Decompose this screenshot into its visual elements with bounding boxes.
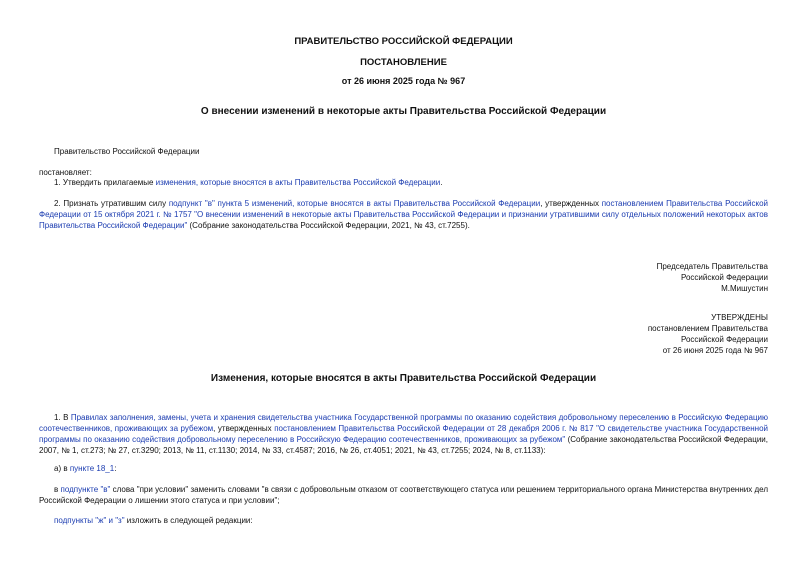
org-title: ПРАВИТЕЛЬСТВО РОССИЙСКОЙ ФЕДЕРАЦИИ	[294, 36, 513, 47]
change-subitem-c: подпункты "ж" и "з" изложить в следующей редакции:	[54, 516, 253, 525]
change-subitem-b: в подпункте "в" слова "при условии" заменить словами "в связи с добровольным отказом от соответствующего статуса или решением территориального органа Министерства внутренних дел Российской Федерации о лишении этого статуса и при условии";	[39, 485, 768, 505]
link-subpoints-zh-z[interactable]: подпункты "ж" и "з"	[54, 516, 125, 525]
link-decree-817[interactable]: постановлением Правительства Российской Федерации от 28 декабря 2006 г. № 817 "О свидетельстве участника Государственной программы по оказанию содействия добровольному переселению в Российскую Федерацию соотечественников, проживающих за рубежом"	[39, 424, 768, 444]
approval-line-3: Российской Федерации	[681, 335, 768, 344]
paragraph-1: 1. Утвердить прилагаемые изменения, которые вносятся в акты Правительства Российской Федерации.	[54, 178, 443, 187]
resolves-text: постановляет:	[39, 168, 92, 177]
approval-line-4: от 26 июня 2025 года № 967	[662, 346, 768, 355]
link-subpoint-v-2[interactable]: подпункте "в"	[60, 485, 111, 494]
signature-block	[657, 261, 768, 294]
link-changes[interactable]: изменения, которые вносятся в акты Правительства Российской Федерации	[155, 178, 441, 187]
link-point-18-1[interactable]: пункте 18_1	[69, 464, 115, 473]
signature-line-3: М.Мишустин	[721, 284, 768, 293]
signature-line-2: Российской Федерации	[681, 273, 768, 282]
link-rules[interactable]: Правилах заполнения, замены, учета и хранения свидетельства участника Государственной программы по оказанию содействия добровольному переселению в Российскую Федерацию соотечественников, проживающих за рубежом	[39, 413, 769, 433]
approval-block	[648, 312, 768, 356]
doc-date-number: от 26 июня 2025 года № 967	[341, 76, 466, 86]
changes-title: Изменения, которые вносятся в акты Правительства Российской Федерации	[210, 373, 597, 384]
approval-line-1: УТВЕРЖДЕНЫ	[711, 313, 768, 322]
link-subpoint-v[interactable]: подпункт "в" пункта 5 изменений, которые вносятся в акты Правительства Российской Федерации	[168, 199, 541, 208]
paragraph-2: 2. Признать утратившим силу подпункт "в" пункта 5 изменений, которые вносятся в акты Правительства Российской Федерации, утвержденных постановлением Правительства Российской Федерации от 15 октября 2021 г. № 1757 "О внесении изменений в некоторые акты Правительства Российской Федерации и признании утратившими силу отдельных положений некоторых актов Правительства Российской Федерации" (Собрание законодательства Российской Федерации, 2021, № 43, ст.7255).	[39, 199, 769, 230]
doc-title: О внесении изменений в некоторые акты Правительства Российской Федерации	[200, 106, 607, 117]
intro-text: Правительство Российской Федерации	[54, 147, 200, 156]
signature-line-1: Председатель Правительства	[656, 262, 768, 271]
approval-line-2: постановлением Правительства	[647, 324, 768, 333]
link-decree-1757[interactable]: постановлением Правительства Российской Федерации от 15 октября 2021 г. № 1757 "О внесении изменений в некоторые акты Правительства Российской Федерации и признании утратившими силу отдельных положений некоторых актов Правительства Российской Федерации"	[39, 199, 769, 230]
change-item-1: 1. В Правилах заполнения, замены, учета и хранения свидетельства участника Государственной программы по оказанию содействия добровольному переселению в Российскую Федерацию соотечественников, проживающих за рубежом, утвержденных постановлением Правительства Российской Федерации от 28 декабря 2006 г. № 817 "О свидетельстве участника Государственной программы по оказанию содействия добровольному переселению в Российскую Федерацию соотечественников, проживающих за рубежом" (Собрание законодательства Российской Федерации, 2007, № 1, ст.273; № 27, ст.3290; 2013, № 11, ст.1130; 2014, № 33, ст.4587; 2016, № 26, ст.4051; 2021, № 43, ст.7255; 2024, № 8, ст.1133):	[39, 413, 769, 455]
doc-type: ПОСТАНОВЛЕНИЕ	[360, 57, 447, 68]
change-subitem-a: а) в пункте 18_1:	[54, 464, 117, 473]
